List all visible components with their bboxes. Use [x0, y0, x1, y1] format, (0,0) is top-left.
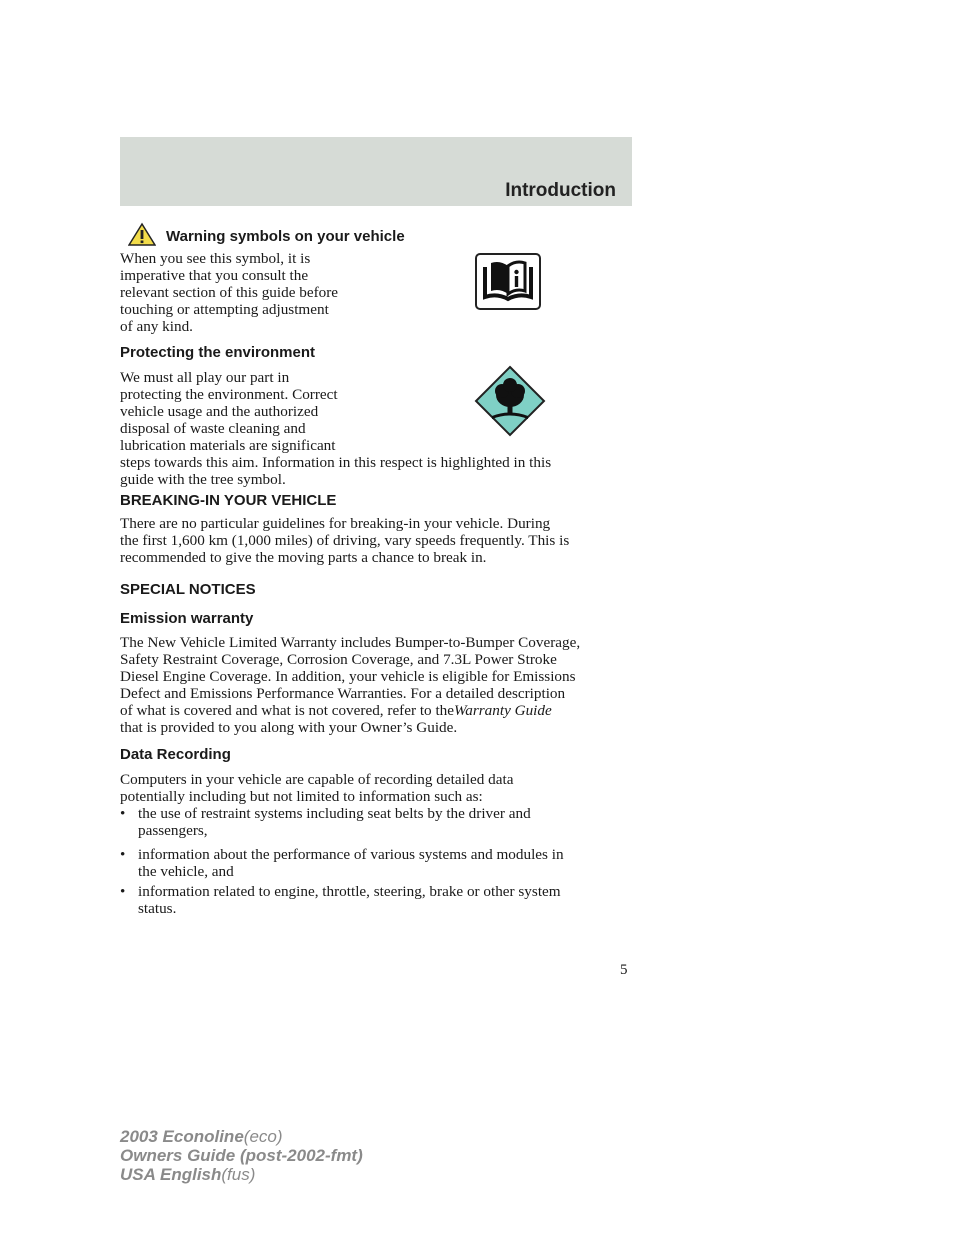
- text-line: recommended to give the moving parts a chance to break in.: [120, 549, 487, 566]
- emission-warranty-paragraph: [120, 634, 632, 736]
- text-line: information about the performance of various systems and modules in: [138, 846, 564, 863]
- section-header-band: [120, 137, 632, 206]
- list-item: [138, 805, 632, 839]
- text-span: of what is covered and what is not covered, refer to the: [120, 702, 454, 719]
- environment-paragraph: [120, 369, 632, 488]
- data-recording-paragraph: [120, 771, 632, 805]
- section-title: Introduction: [505, 180, 616, 201]
- warning-heading-row: [128, 222, 405, 251]
- text-line: protecting the environment. Correct: [120, 386, 338, 403]
- warning-triangle-icon: [128, 222, 156, 251]
- warranty-guide-reference: Warranty Guide: [454, 702, 552, 719]
- text-line: status.: [138, 900, 177, 917]
- environment-heading: Protecting the environment: [120, 344, 316, 361]
- footer-model-code: (eco): [243, 1127, 283, 1146]
- text-line: There are no particular guidelines for breaking-in your vehicle. During: [120, 515, 551, 532]
- page-number: 5: [620, 962, 628, 978]
- text-line: When you see this symbol, it is: [120, 250, 311, 267]
- warning-heading: Warning symbols on your vehicle: [166, 227, 405, 245]
- footer-language-code: (fus): [221, 1165, 256, 1184]
- list-item: [138, 883, 632, 917]
- footer-model: 2003 Econoline: [120, 1127, 244, 1146]
- special-notices-heading: SPECIAL NOTICES: [120, 581, 256, 598]
- data-recording-heading: Data Recording: [120, 746, 231, 763]
- text-line: the vehicle, and: [138, 863, 234, 880]
- bullet-marker: •: [120, 846, 126, 863]
- text-line: disposal of waste cleaning and: [120, 420, 306, 437]
- text-line: lubrication materials are significant: [120, 437, 336, 454]
- text-line: steps towards this aim. Information in this respect is highlighted in this: [120, 454, 552, 471]
- footer-guide: Owners Guide (post-2002-fmt): [120, 1146, 363, 1165]
- breaking-in-paragraph: [120, 515, 632, 566]
- text-line: the use of restraint systems including seat belts by the driver and: [138, 805, 531, 822]
- text-line: Defect and Emissions Performance Warranties. For a detailed description: [120, 685, 566, 702]
- text-line: Safety Restraint Coverage, Corrosion Coverage, and 7.3L Power Stroke: [120, 651, 557, 668]
- text-line: that is provided to you along with your Owner’s Guide.: [120, 719, 458, 736]
- bullet-marker: •: [120, 883, 126, 900]
- bullet-marker: •: [120, 805, 126, 822]
- warning-paragraph: [120, 250, 390, 335]
- owners-manual-icon: [475, 253, 541, 315]
- footer-line: [120, 1127, 363, 1146]
- text-line: guide with the tree symbol.: [120, 471, 286, 488]
- text-line: potentially including but not limited to information such as:: [120, 788, 483, 805]
- text-line: Diesel Engine Coverage. In addition, your vehicle is eligible for Emissions: [120, 668, 576, 685]
- text-line: relevant section of this guide before: [120, 284, 339, 301]
- text-line: touching or attempting adjustment: [120, 301, 329, 318]
- text-line: information related to engine, throttle, steering, brake or other system: [138, 883, 561, 900]
- text-line: the first 1,600 km (1,000 miles) of driving, vary speeds frequently. This is: [120, 532, 570, 549]
- text-line: passengers,: [138, 822, 208, 839]
- footer-line: [120, 1146, 363, 1165]
- text-line: vehicle usage and the authorized: [120, 403, 319, 420]
- text-line: of any kind.: [120, 318, 193, 335]
- text-line: imperative that you consult the: [120, 267, 309, 284]
- tree-environment-icon: [474, 365, 546, 442]
- text-line: The New Vehicle Limited Warranty includes Bumper-to-Bumper Coverage,: [120, 634, 581, 651]
- emission-warranty-heading: Emission warranty: [120, 610, 254, 627]
- text-line: [120, 702, 632, 719]
- list-item: [138, 846, 632, 880]
- breaking-in-heading: BREAKING-IN YOUR VEHICLE: [120, 492, 337, 509]
- footer-language: USA English: [120, 1165, 222, 1184]
- document-footer: [120, 1127, 363, 1184]
- text-line: Computers in your vehicle are capable of recording detailed data: [120, 771, 514, 788]
- text-line: We must all play our part in: [120, 369, 290, 386]
- footer-line: [120, 1165, 363, 1184]
